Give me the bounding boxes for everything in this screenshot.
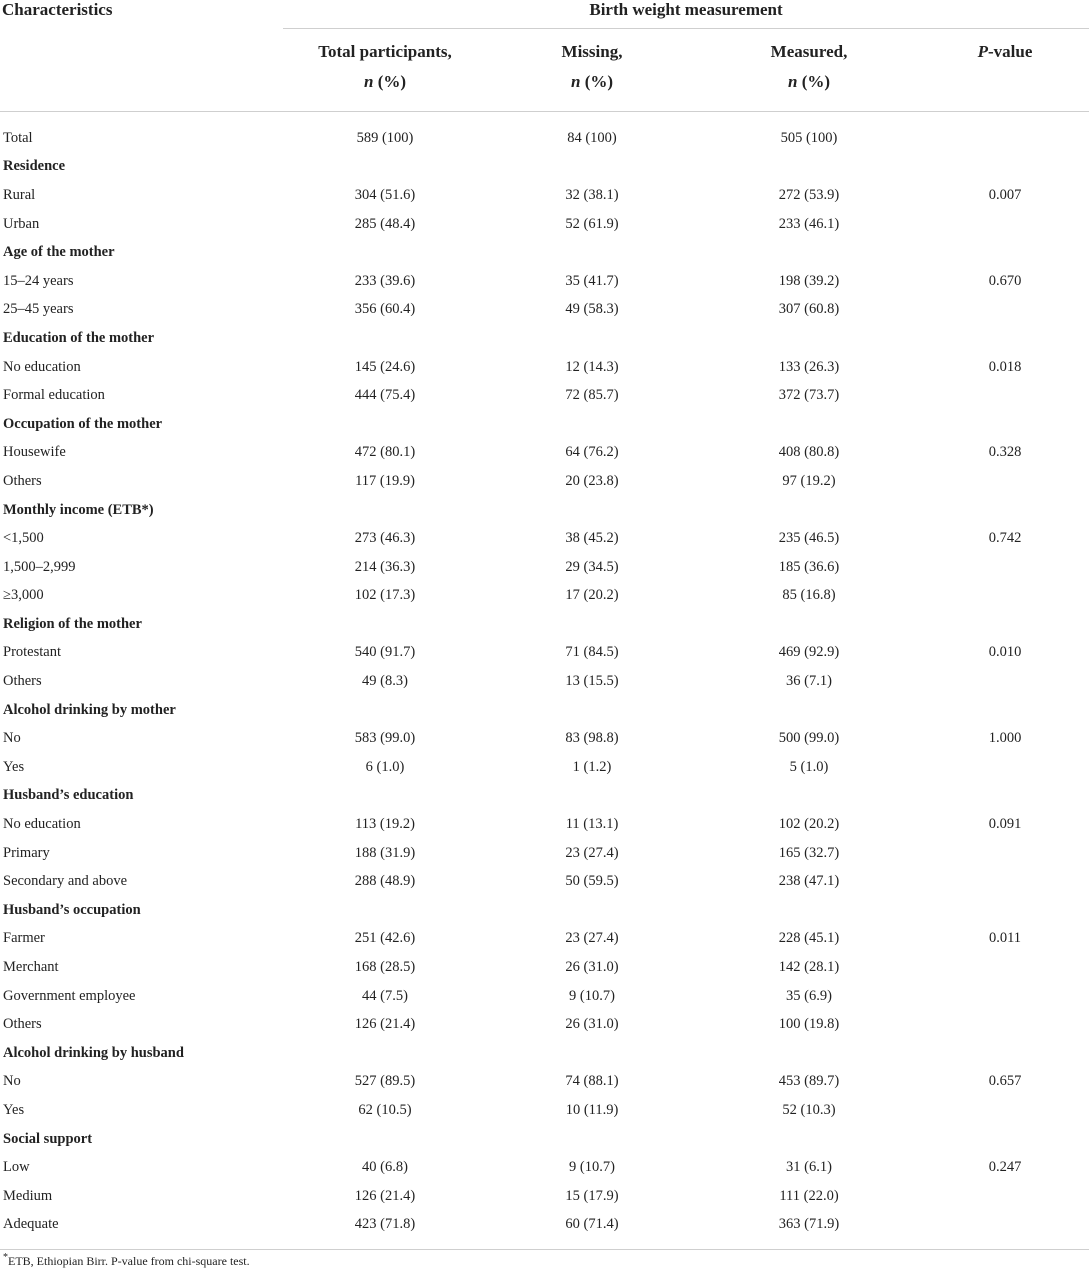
category-row xyxy=(0,696,1089,725)
header-missing-n: n xyxy=(570,72,581,91)
category-spacer xyxy=(283,238,487,267)
cell-measured: 500 (99.0) xyxy=(778,730,840,747)
cell-total: 44 (7.5) xyxy=(362,987,408,1004)
cell-missing: 26 (31.0) xyxy=(565,959,619,976)
category-spacer xyxy=(921,496,1089,525)
cell-total: 126 (21.4) xyxy=(354,1016,416,1033)
category-spacer xyxy=(921,1125,1089,1154)
cell-missing: 35 (41.7) xyxy=(565,272,619,289)
cell-p-value xyxy=(921,982,1089,1011)
row-label: Monthly income (ETB*) xyxy=(3,501,154,518)
category-spacer xyxy=(283,896,487,925)
table-row xyxy=(0,181,1089,210)
cell-measured: 408 (80.8) xyxy=(778,444,840,461)
header-birth-weight-measurement: Birth weight measurement xyxy=(283,0,1089,29)
cell-missing: 64 (76.2) xyxy=(565,444,619,461)
cell-measured: 97 (19.2) xyxy=(782,472,836,489)
cell-p-value xyxy=(921,1010,1089,1039)
table-row xyxy=(0,839,1089,868)
category-row xyxy=(0,410,1089,439)
category-row xyxy=(0,238,1089,267)
row-label: 1,500–2,999 xyxy=(3,558,76,575)
cell-p-value xyxy=(921,296,1089,325)
cell-measured: 233 (46.1) xyxy=(778,215,840,232)
cell-total: 6 (1.0) xyxy=(365,758,405,775)
cell-p-value xyxy=(921,753,1089,782)
cell-measured: 235 (46.5) xyxy=(778,530,840,547)
cell-total: 49 (8.3) xyxy=(362,673,408,690)
category-row xyxy=(0,782,1089,811)
category-spacer xyxy=(921,782,1089,811)
cell-missing: 26 (31.0) xyxy=(565,1016,619,1033)
cell-total: 356 (60.4) xyxy=(354,301,416,318)
category-spacer xyxy=(487,896,697,925)
category-row xyxy=(0,610,1089,639)
header-missing xyxy=(487,29,697,112)
row-label: Religion of the mother xyxy=(3,615,142,632)
cell-missing: 13 (15.5) xyxy=(565,673,619,690)
cell-measured: 238 (47.1) xyxy=(778,873,840,890)
cell-p-value: 0.011 xyxy=(988,930,1022,947)
table-header xyxy=(0,0,1089,112)
cell-measured: 185 (36.6) xyxy=(778,558,840,575)
footnote-mark: * xyxy=(3,1252,8,1263)
table-row xyxy=(0,753,1089,782)
cell-p-value: 0.091 xyxy=(988,816,1022,833)
cell-missing: 72 (85.7) xyxy=(565,387,619,404)
cell-total: 285 (48.4) xyxy=(354,215,416,232)
row-label: Housewife xyxy=(3,444,66,461)
category-spacer xyxy=(487,153,697,182)
category-spacer xyxy=(697,153,921,182)
cell-measured: 35 (6.9) xyxy=(786,987,832,1004)
category-spacer xyxy=(697,410,921,439)
category-spacer xyxy=(283,410,487,439)
cell-missing: 52 (61.9) xyxy=(565,215,619,232)
table-row xyxy=(0,639,1089,668)
row-label: No xyxy=(3,730,21,747)
cell-total: 233 (39.6) xyxy=(354,272,416,289)
category-row xyxy=(0,1039,1089,1068)
cell-missing: 71 (84.5) xyxy=(565,644,619,661)
row-label: Husband’s occupation xyxy=(3,901,141,918)
table-row xyxy=(0,296,1089,325)
header-p-value xyxy=(921,29,1089,112)
cell-p-value: 0.670 xyxy=(988,272,1022,289)
cell-total: 188 (31.9) xyxy=(354,844,416,861)
footnote-text: ETB, Ethiopian Birr. P-value from chi-square test. xyxy=(8,1254,250,1268)
cell-missing: 83 (98.8) xyxy=(565,730,619,747)
cell-measured: 372 (73.7) xyxy=(778,387,840,404)
cell-measured: 100 (19.8) xyxy=(778,1016,840,1033)
cell-measured: 198 (39.2) xyxy=(778,272,840,289)
row-label: Alcohol drinking by mother xyxy=(3,701,176,718)
header-measured-pct: (%) xyxy=(797,72,831,91)
category-spacer xyxy=(697,1039,921,1068)
category-spacer xyxy=(697,696,921,725)
cell-p-value: 0.247 xyxy=(988,1159,1022,1176)
row-label: Rural xyxy=(3,186,36,203)
cell-p-value xyxy=(921,210,1089,239)
header-total-n: n xyxy=(363,72,374,91)
cell-total: 40 (6.8) xyxy=(362,1159,408,1176)
cell-missing: 20 (23.8) xyxy=(565,472,619,489)
cell-missing: 23 (27.4) xyxy=(565,844,619,861)
footnote xyxy=(3,1252,250,1269)
category-spacer xyxy=(487,496,697,525)
header-row-top xyxy=(0,0,1089,29)
header-row-columns xyxy=(0,29,1089,112)
table-row xyxy=(0,210,1089,239)
cell-total: 145 (24.6) xyxy=(354,358,416,375)
category-spacer xyxy=(697,324,921,353)
category-spacer xyxy=(283,782,487,811)
category-spacer xyxy=(921,324,1089,353)
cell-measured: 133 (26.3) xyxy=(778,358,840,375)
category-spacer xyxy=(487,1125,697,1154)
cell-total: 117 (19.9) xyxy=(355,472,415,489)
cell-p-value xyxy=(921,839,1089,868)
cell-p-value: 0.007 xyxy=(988,186,1022,203)
category-spacer xyxy=(921,896,1089,925)
table-row xyxy=(0,1010,1089,1039)
row-label: Adequate xyxy=(0,1211,283,1250)
category-spacer xyxy=(283,1125,487,1154)
row-label: ≥3,000 xyxy=(3,587,44,604)
cell-measured: 307 (60.8) xyxy=(778,301,840,318)
row-label: Yes xyxy=(3,758,25,775)
cell-total: 102 (17.3) xyxy=(354,587,416,604)
row-label: 15–24 years xyxy=(3,272,74,289)
cell-measured: 228 (45.1) xyxy=(778,930,840,947)
row-label: Others xyxy=(3,472,42,489)
cell-measured: 142 (28.1) xyxy=(778,959,840,976)
category-spacer xyxy=(921,238,1089,267)
cell-missing: 74 (88.1) xyxy=(565,1073,619,1090)
cell-total: 273 (46.3) xyxy=(354,530,416,547)
table-row xyxy=(0,439,1089,468)
cell-measured: 102 (20.2) xyxy=(778,816,840,833)
header-measured-main: Measured, xyxy=(770,42,848,61)
header-total-participants xyxy=(283,29,487,112)
row-label: Primary xyxy=(3,844,50,861)
cell-missing: 15 (17.9) xyxy=(565,1187,619,1204)
category-row xyxy=(0,324,1089,353)
table-row xyxy=(0,553,1089,582)
cell-missing: 32 (38.1) xyxy=(565,186,619,203)
cell-total: 472 (80.1) xyxy=(354,444,416,461)
category-row xyxy=(0,496,1089,525)
cell-missing: 12 (14.3) xyxy=(565,358,619,375)
cell-p-value: 0.018 xyxy=(988,358,1022,375)
category-spacer xyxy=(921,410,1089,439)
cell-measured: 52 (10.3) xyxy=(782,1101,836,1118)
cell-total: 168 (28.5) xyxy=(354,959,416,976)
row-label: <1,500 xyxy=(3,530,44,547)
table-row xyxy=(0,667,1089,696)
cell-total: 583 (99.0) xyxy=(354,730,416,747)
row-label: Husband’s education xyxy=(3,787,134,804)
cell-measured: 505 (100) xyxy=(780,129,838,146)
category-spacer xyxy=(487,1039,697,1068)
cell-p-value xyxy=(921,667,1089,696)
cell-total: 62 (10.5) xyxy=(358,1101,412,1118)
row-label: Government employee xyxy=(3,987,136,1004)
category-row xyxy=(0,896,1089,925)
category-spacer xyxy=(697,496,921,525)
cell-p-value xyxy=(921,1211,1089,1250)
table-row xyxy=(0,867,1089,896)
cell-measured: 31 (6.1) xyxy=(786,1159,832,1176)
table-row xyxy=(0,1068,1089,1097)
category-row xyxy=(0,1125,1089,1154)
cell-total: 527 (89.5) xyxy=(354,1073,416,1090)
cell-total: 113 (19.2) xyxy=(355,816,415,833)
cell-p-value: 0.657 xyxy=(988,1073,1022,1090)
category-spacer xyxy=(283,324,487,353)
cell-total: 126 (21.4) xyxy=(354,1187,416,1204)
category-spacer xyxy=(487,324,697,353)
category-spacer xyxy=(487,610,697,639)
table-row xyxy=(0,1153,1089,1182)
cell-measured: 272 (53.9) xyxy=(778,186,840,203)
row-label: Yes xyxy=(3,1101,25,1118)
cell-total: 251 (42.6) xyxy=(354,930,416,947)
cell-p-value: 0.328 xyxy=(988,444,1022,461)
cell-p-value xyxy=(921,112,1089,153)
row-label: Low xyxy=(3,1159,30,1176)
header-p-rest: -value xyxy=(988,42,1033,61)
row-label: Education of the mother xyxy=(3,329,155,346)
cell-p-value xyxy=(921,953,1089,982)
cell-measured: 5 (1.0) xyxy=(789,758,829,775)
cell-total: 444 (75.4) xyxy=(354,387,416,404)
category-spacer xyxy=(921,1039,1089,1068)
header-total-pct: (%) xyxy=(373,72,407,91)
category-spacer xyxy=(487,410,697,439)
cell-p-value xyxy=(921,1096,1089,1125)
row-label: Protestant xyxy=(3,644,61,661)
cell-missing: 23 (27.4) xyxy=(565,930,619,947)
cell-total: 423 (71.8) xyxy=(283,1211,487,1250)
row-label: Others xyxy=(3,673,42,690)
category-spacer xyxy=(487,238,697,267)
cell-measured: 363 (71.9) xyxy=(697,1211,921,1250)
cell-measured: 453 (89.7) xyxy=(778,1073,840,1090)
category-spacer xyxy=(697,896,921,925)
table-row xyxy=(0,810,1089,839)
table-row xyxy=(0,953,1089,982)
row-label: Age of the mother xyxy=(3,244,115,261)
category-spacer xyxy=(487,782,697,811)
table-row xyxy=(0,467,1089,496)
row-label: Farmer xyxy=(3,930,45,947)
row-label: Total xyxy=(3,129,33,146)
category-spacer xyxy=(697,238,921,267)
cell-total: 288 (48.9) xyxy=(354,873,416,890)
cell-p-value xyxy=(921,582,1089,611)
row-label: Occupation of the mother xyxy=(3,415,163,432)
category-spacer xyxy=(283,496,487,525)
table-row xyxy=(0,582,1089,611)
cell-missing: 9 (10.7) xyxy=(569,987,615,1004)
header-measured-n: n xyxy=(787,72,798,91)
row-label: No xyxy=(3,1073,21,1090)
cell-total: 214 (36.3) xyxy=(354,558,416,575)
cell-p-value: 0.742 xyxy=(988,530,1022,547)
table-row xyxy=(0,1182,1089,1211)
category-spacer xyxy=(921,696,1089,725)
cell-total: 540 (91.7) xyxy=(354,644,416,661)
header-total-main: Total participants, xyxy=(318,42,452,61)
header-characteristics: Characteristics xyxy=(2,0,113,19)
cell-p-value xyxy=(921,1182,1089,1211)
cell-missing: 1 (1.2) xyxy=(572,758,612,775)
cell-p-value: 1.000 xyxy=(988,730,1022,747)
category-spacer xyxy=(283,696,487,725)
cell-missing: 84 (100) xyxy=(567,129,617,146)
category-row xyxy=(0,153,1089,182)
cell-p-value xyxy=(921,381,1089,410)
cell-p-value xyxy=(921,867,1089,896)
cell-missing: 50 (59.5) xyxy=(565,873,619,890)
cell-measured: 111 (22.0) xyxy=(779,1187,839,1204)
category-spacer xyxy=(283,610,487,639)
cell-total: 589 (100) xyxy=(356,129,414,146)
table-row xyxy=(0,1211,1089,1250)
header-p-letter: P xyxy=(977,42,989,61)
category-spacer xyxy=(921,610,1089,639)
row-label: Merchant xyxy=(3,959,59,976)
category-spacer xyxy=(487,696,697,725)
category-spacer xyxy=(697,610,921,639)
table-body xyxy=(0,112,1089,1250)
row-label: Medium xyxy=(3,1187,53,1204)
cell-total: 304 (51.6) xyxy=(354,186,416,203)
category-spacer xyxy=(697,1125,921,1154)
category-spacer xyxy=(283,153,487,182)
row-label: Residence xyxy=(3,158,66,175)
category-spacer xyxy=(697,782,921,811)
header-missing-pct: (%) xyxy=(580,72,614,91)
header-missing-main: Missing, xyxy=(561,42,623,61)
row-label: No education xyxy=(3,816,81,833)
row-label: Formal education xyxy=(3,387,105,404)
cell-measured: 85 (16.8) xyxy=(782,587,836,604)
table-row xyxy=(0,724,1089,753)
cell-p-value xyxy=(921,467,1089,496)
cell-missing: 60 (71.4) xyxy=(487,1211,697,1250)
row-label: Social support xyxy=(3,1130,93,1147)
table-row xyxy=(0,1096,1089,1125)
cell-p-value: 0.010 xyxy=(988,644,1022,661)
row-label: Others xyxy=(3,1016,42,1033)
row-label: Alcohol drinking by husband xyxy=(3,1044,184,1061)
table-row xyxy=(0,982,1089,1011)
category-spacer xyxy=(283,1039,487,1068)
table-row xyxy=(0,925,1089,954)
table-row xyxy=(0,524,1089,553)
row-label: Secondary and above xyxy=(3,873,128,890)
table-row xyxy=(0,112,1089,153)
header-spacer xyxy=(0,29,283,112)
cell-missing: 38 (45.2) xyxy=(565,530,619,547)
table-row xyxy=(0,381,1089,410)
cell-measured: 165 (32.7) xyxy=(778,844,840,861)
cell-missing: 29 (34.5) xyxy=(565,558,619,575)
cell-p-value xyxy=(921,553,1089,582)
cell-missing: 10 (11.9) xyxy=(565,1101,619,1118)
table-row xyxy=(0,353,1089,382)
table-row xyxy=(0,267,1089,296)
row-label: No education xyxy=(3,358,81,375)
cell-missing: 17 (20.2) xyxy=(565,587,619,604)
cell-missing: 11 (13.1) xyxy=(565,816,619,833)
cell-missing: 9 (10.7) xyxy=(569,1159,615,1176)
cell-measured: 36 (7.1) xyxy=(786,673,832,690)
cell-measured: 469 (92.9) xyxy=(778,644,840,661)
row-label: Urban xyxy=(3,215,40,232)
row-label: 25–45 years xyxy=(3,301,74,318)
header-measured xyxy=(697,29,921,112)
cell-missing: 49 (58.3) xyxy=(565,301,619,318)
category-spacer xyxy=(921,153,1089,182)
